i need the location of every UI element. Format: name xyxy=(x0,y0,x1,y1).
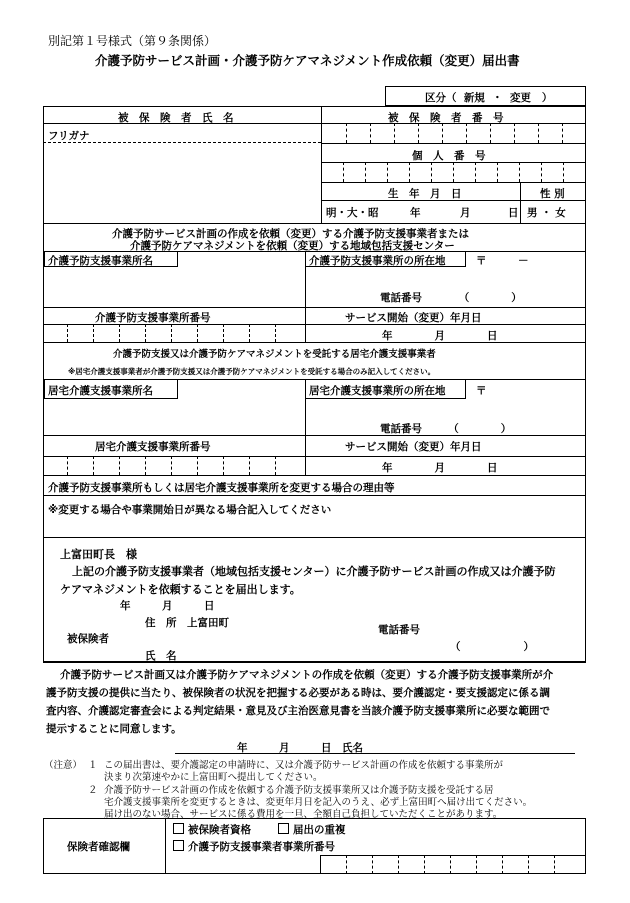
request-heading-1: 介護予防サービス計画の作成を依頼（変更）する介護予防支援事業者または xyxy=(112,228,469,240)
insured-name-header: 被 保 険 者 氏 名 xyxy=(118,112,234,124)
declaration-insured-label: 被保険者 xyxy=(67,633,109,645)
kyotaku-postal[interactable]: 〒 xyxy=(476,385,487,397)
kyotaku-service-start-label: サービス開始（変更）年月日 xyxy=(345,441,482,453)
kyotaku-phone[interactable]: 電話番号 （ ） xyxy=(380,423,512,435)
declaration-phone-label: 電話番号 xyxy=(378,624,420,636)
kyotaku-note-2: ※居宅介護支援事業者が介護予防支援又は介護予防ケアマネジメントを受託する場合のみ記入してください。 xyxy=(68,367,436,376)
kubun-label: 区分（ xyxy=(425,92,457,104)
checkbox-icon[interactable] xyxy=(173,840,184,851)
yobo-phone[interactable]: 電話番号 （ ） xyxy=(380,292,522,304)
yobo-postal[interactable]: 〒 － xyxy=(476,255,529,267)
note-1-line-1: この届出書は、要介護認定の申請時に、又は介護予防サービス計画の作成を依頼する事業所が xyxy=(104,760,504,771)
checkbox-icon[interactable] xyxy=(173,823,184,834)
consent-line-3: 査内容、介護認定審査会による判定結果・意見及び主治医意見書を当該介護予防支援事業所に必要な範囲で xyxy=(46,705,550,717)
declaration-phone-field[interactable]: （ ） xyxy=(450,641,534,653)
check-office-number[interactable] xyxy=(173,839,335,854)
declaration-body-2: ケアマネジメントを依頼することを届出します。 xyxy=(60,583,301,596)
declaration-address[interactable]: 住 所 上富田町 xyxy=(145,617,229,629)
note-2-line-2: 宅介護支援事業所を変更するときは、変更年月日を記入のうえ、必ず上富田町へ届け出てください。 xyxy=(104,797,533,808)
insurer-check-label: 保険者確認欄 xyxy=(67,841,130,853)
consent-line-4: 提示することに同意します。 xyxy=(46,723,182,735)
consent-line-1: 介護予防サービス計画又は介護予防ケアマネジメントの作成を依頼（変更）する介護予防支援事業所が介 xyxy=(60,669,554,681)
insured-number-header: 被 保 険 者 番 号 xyxy=(388,112,504,124)
personal-number-header: 個 人 番 号 xyxy=(412,150,486,162)
yobo-address-label: 介護予防支援事業所の所在地 xyxy=(309,255,446,267)
consent-sign-field[interactable]: 年 月 日 氏名 xyxy=(237,742,363,754)
consent-line-2: 護予防支援の提供に当たり、被保険者の状況を把握する必要がある時は、要介護認定・要支援認定に係る調 xyxy=(46,687,550,699)
kyotaku-address-label: 居宅介護支援事業所の所在地 xyxy=(309,385,446,397)
check-insured-eligibility-label: 被保険者資格 xyxy=(188,824,251,836)
sex-header: 性 別 xyxy=(540,188,565,200)
birthdate-era[interactable]: 明・大・昭 xyxy=(326,207,379,219)
birthdate-header: 生 年 月 日 xyxy=(388,188,462,200)
kubun-separator: ・ xyxy=(492,92,503,104)
birthdate-month[interactable]: 月 xyxy=(460,207,471,219)
kubun-change-option[interactable]: 変更 xyxy=(509,92,531,104)
kubun-field[interactable] xyxy=(425,90,552,105)
note-2-line-3: 届け出のない場合、サービスに係る費用を一旦、全額自己負担していただくことがあります。 xyxy=(104,809,503,820)
page-title: 介護予防サービス計画・介護予防ケアマネジメント作成依頼（変更）届出書 xyxy=(95,53,520,68)
yobo-service-start-label: サービス開始（変更）年月日 xyxy=(345,312,482,324)
check-duplicate-label: 届出の重複 xyxy=(293,824,346,836)
personal-number-field[interactable] xyxy=(324,163,584,181)
kyotaku-office-number-field[interactable] xyxy=(44,457,304,474)
kyotaku-office-name-label: 居宅介護支援事業所名 xyxy=(48,385,153,397)
kyotaku-office-name-field[interactable] xyxy=(46,402,302,434)
notes-label: （注意） xyxy=(44,760,83,771)
check-insured-eligibility[interactable] xyxy=(173,822,251,837)
yobo-office-name-label: 介護予防支援事業所名 xyxy=(48,255,153,267)
office-number-input[interactable] xyxy=(321,856,585,873)
kyotaku-office-number-label: 居宅介護支援事業所番号 xyxy=(95,441,211,453)
reason-field[interactable] xyxy=(46,517,582,535)
note-2-line-1: 介護予防サービス計画の作成を依頼する介護予防支援事業所又は介護予防支援を受託する居 xyxy=(104,785,494,796)
checkbox-icon[interactable] xyxy=(278,823,289,834)
form-id: 別記第１号様式（第９条関係） xyxy=(48,34,217,48)
note-2-num: ２ xyxy=(88,785,98,796)
declaration-name[interactable]: 氏 名 xyxy=(145,650,177,662)
insured-name-field[interactable] xyxy=(48,145,318,221)
yobo-office-number-label: 介護予防支援事業所番号 xyxy=(95,312,211,324)
birthdate-day[interactable]: 日 xyxy=(508,207,519,219)
declaration-date[interactable]: 年 月 日 xyxy=(120,600,215,612)
yobo-office-number-field[interactable] xyxy=(44,325,304,341)
kyotaku-start-date-field[interactable]: 年 月 日 xyxy=(382,462,498,474)
birthdate-year[interactable]: 年 xyxy=(410,207,421,219)
note-1-num: １ xyxy=(88,760,98,771)
insured-number-field[interactable] xyxy=(324,124,584,142)
sex-options[interactable]: 男 ・ 女 xyxy=(527,207,566,219)
yobo-office-name-field[interactable] xyxy=(46,270,302,305)
reason-note: ※変更する場合や事業開始日が異なる場合記入してください xyxy=(48,504,332,516)
addressee: 上富田町長 様 xyxy=(60,548,137,561)
yobo-start-date-field[interactable]: 年 月 日 xyxy=(382,330,498,342)
furigana-label: フリガナ xyxy=(48,130,90,142)
declaration-body-1: 上記の介護予防支援事業者（地域包括支援センター）に介護予防サービス計画の作成又は介護予防 xyxy=(72,565,556,578)
kubun-close: ） xyxy=(541,92,553,104)
request-heading-2: 介護予防ケアマネジメントを依頼（変更）する地域包括支援センター xyxy=(130,240,455,252)
kubun-new-option[interactable]: 新規 xyxy=(463,92,485,104)
note-1-line-2: 決まり次第速やかに上富田町へ提出してください。 xyxy=(104,772,323,783)
reason-label: 介護予防支援事業所もしくは居宅介護支援事業所を変更する場合の理由等 xyxy=(48,482,395,494)
check-duplicate[interactable] xyxy=(278,822,346,837)
check-office-number-label: 介護予防支援事業者事業所番号 xyxy=(188,841,335,853)
kyotaku-note-1: 介護予防支援又は介護予防ケアマネジメントを受託する居宅介護支援事業者 xyxy=(113,349,436,360)
